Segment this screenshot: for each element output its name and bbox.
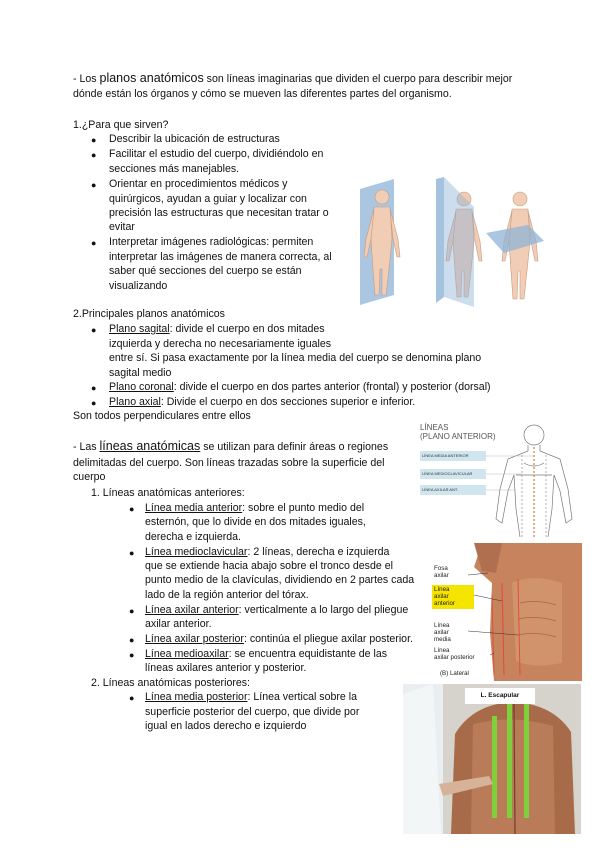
lineas-figure-title-1: LÍNEAS xyxy=(420,423,449,432)
anteriores-heading: 1. Líneas anatómicas anteriores: xyxy=(91,487,245,499)
bullet: ● xyxy=(91,135,97,145)
s1-item: visualizando xyxy=(109,280,168,292)
intro-line-1 xyxy=(73,71,512,87)
s1-item: Orientar en procedimientos médicos y xyxy=(109,178,288,190)
plano-sagital-term: Plano sagital xyxy=(109,323,170,335)
label-axilar-anterior-1: Línea xyxy=(434,586,450,593)
medioclavicular-line-2: que se extiende hacia abajo sobre el tronco desde el xyxy=(145,560,393,572)
section-2-heading: 2.Principales planos anatómicos xyxy=(73,308,225,320)
bullet: ● xyxy=(91,180,97,190)
axilar-anterior-text: : verticalmente a lo largo del pliegue xyxy=(238,604,409,616)
posteriores-heading: 2. Líneas anatómicas posteriores: xyxy=(91,677,250,689)
bullet: ● xyxy=(129,548,135,558)
medioclavicular-line-1 xyxy=(145,545,389,560)
s1-item: evitar xyxy=(109,221,135,233)
lineas-intro-line-1 xyxy=(73,439,388,455)
media-anterior-line-1 xyxy=(145,501,364,516)
media-anterior-line-3: derecha e izquierda. xyxy=(145,531,241,543)
bullet: ● xyxy=(91,150,97,160)
intro-dash: - Los xyxy=(73,73,100,85)
axilar-anterior-line-1 xyxy=(145,603,408,618)
escapular-line-figure xyxy=(403,684,581,834)
media-anterior-line-2: esternón, que lo divide en dos mitades iguales, xyxy=(145,516,366,528)
medioaxilar-text: : se encuentra equidistante de las xyxy=(228,648,388,660)
bullet: ● xyxy=(129,693,135,703)
medioclavicular-term: Línea medioclavicular xyxy=(145,546,248,558)
medioaxilar-line-2: líneas axilares anterior y posterior. xyxy=(145,662,307,674)
plano-axial-text: : Divide el cuerpo en dos secciones superior e inferior. xyxy=(160,396,416,408)
axilar-posterior-term: Línea axilar posterior xyxy=(145,633,244,645)
label-axilar-media-3: media xyxy=(434,636,451,643)
label-axilar-posterior-2: axilar posterior xyxy=(434,654,475,661)
plano-axial-term: Plano axial xyxy=(109,396,161,408)
s1-item: Facilitar el estudio del cuerpo, dividiéndolo en xyxy=(109,148,324,160)
s1-item: saber qué secciones del cuerpo se están xyxy=(109,265,302,277)
plano-coronal-line xyxy=(109,380,491,395)
lateral-view-figure xyxy=(432,543,582,681)
label-axilar-anterior-3: anterior xyxy=(434,600,455,607)
plano-sagital-line-1 xyxy=(109,322,325,337)
medioclavicular-text: : 2 líneas, derecha e izquierda xyxy=(247,546,390,558)
label-fosa-axilar-2: axilar xyxy=(434,572,449,579)
plano-sagital-text: : divide el cuerpo en dos mitades xyxy=(169,323,325,335)
anatomical-planes-figure xyxy=(352,177,544,307)
axilar-posterior-line xyxy=(145,632,413,647)
intro-text: son líneas imaginarias que dividen el cuerpo para describir mejor xyxy=(203,73,513,85)
s1-item: interpretar las imágenes de manera correcta, al xyxy=(109,251,332,263)
label-fosa-axilar-1: Fosa xyxy=(434,565,448,572)
plano-coronal-text: : divide el cuerpo en dos partes anterior (frontal) y posterior (dorsal) xyxy=(173,381,491,393)
bullet: ● xyxy=(129,504,135,514)
lineas-figure-tag: LÍNEA AXILAR ANT. xyxy=(422,487,459,492)
lineas-figure-tag: LÍNEA MEDIOCLAVICULAR xyxy=(422,471,473,476)
axilar-anterior-term: Línea axilar anterior xyxy=(145,604,239,616)
label-axilar-posterior-1: Línea xyxy=(434,647,450,654)
section-1-heading: 1.¿Para que sirven? xyxy=(73,119,169,131)
lineas-figure-title-2: (PLANO ANTERIOR) xyxy=(420,432,496,441)
lineas-text: se utilizan para definir áreas o regiones xyxy=(200,441,389,453)
bullet: ● xyxy=(129,650,135,660)
s1-item: precisión las estructuras que necesitan tratar o xyxy=(109,207,329,219)
lateral-caption: (B) Lateral xyxy=(440,670,469,677)
medioclavicular-line-4: lado de la región anterior del tórax. xyxy=(145,589,309,601)
s1-item: Describir la ubicación de estructuras xyxy=(109,133,280,145)
media-posterior-line-3: igual en lados derecho e izquierdo xyxy=(145,720,307,732)
bullet: ● xyxy=(129,606,135,616)
escapular-label: L. Escapular xyxy=(480,692,520,699)
medioaxilar-line-1 xyxy=(145,647,387,662)
media-anterior-text: : sobre el punto medio del xyxy=(242,502,365,514)
s1-item: quirúrgicos, ayudan a guiar y localizar con xyxy=(109,193,307,205)
label-axilar-media-1: Línea xyxy=(434,622,450,629)
lineas-intro-line-3: cuerpo xyxy=(73,471,106,483)
perpendicular-note: Son todos perpendiculares entre ellos xyxy=(73,410,251,422)
s1-item: secciones más manejables. xyxy=(109,163,240,175)
bullet: ● xyxy=(129,635,135,645)
media-anterior-term: Línea media anterior xyxy=(145,502,243,514)
media-posterior-line-1 xyxy=(145,690,357,705)
medioaxilar-term: Línea medioaxilar xyxy=(145,648,229,660)
axilar-anterior-line-2: axilar anterior. xyxy=(145,618,212,630)
lineas-figure-tag: LÍNEA MEDIA ANTERIOR xyxy=(422,453,469,458)
intro-term: planos anatómicos xyxy=(99,71,204,85)
media-posterior-line-2: superficie posterior del cuerpo, que divide por xyxy=(145,706,360,718)
s1-item: Interpretar imágenes radiológicas: permiten xyxy=(109,236,314,248)
plano-sagital-line-3: entre sí. Si pasa exactamente por la línea media del cuerpo se denomina plano xyxy=(109,352,482,364)
plano-axial-line xyxy=(109,395,415,410)
plano-sagital-line-2: izquierda y derecha no necesariamente iguales xyxy=(109,338,332,350)
label-axilar-media-2: axilar xyxy=(434,629,449,636)
lineas-intro-line-2: delimitadas del cuerpo. Son líneas trazadas sobre la superficie del xyxy=(73,457,385,469)
bullet: ● xyxy=(91,383,97,393)
lineas-term: líneas anatómicas xyxy=(99,439,201,453)
intro-line-2: dónde están los órganos y cómo se mueven las diferentes partes del organismo. xyxy=(73,88,452,100)
bullet: ● xyxy=(91,238,97,248)
medioclavicular-line-3: punto medio de la clavículas, dividiendo en 2 partes cada xyxy=(145,574,415,586)
bullet: ● xyxy=(91,398,97,408)
media-posterior-text: : Línea vertical sobre la xyxy=(247,691,357,703)
axilar-posterior-text: : continúa el pliegue axilar posterior. xyxy=(243,633,413,645)
lineas-dash: - Las xyxy=(73,441,100,453)
lineas-plano-anterior-figure xyxy=(416,419,578,537)
label-axilar-anterior-2: axilar xyxy=(434,593,449,600)
media-posterior-term: Línea media posterior xyxy=(145,691,248,703)
bullet: ● xyxy=(91,325,97,335)
plano-coronal-term: Plano coronal xyxy=(109,381,174,393)
plano-sagital-line-4: sagital medio xyxy=(109,367,172,379)
